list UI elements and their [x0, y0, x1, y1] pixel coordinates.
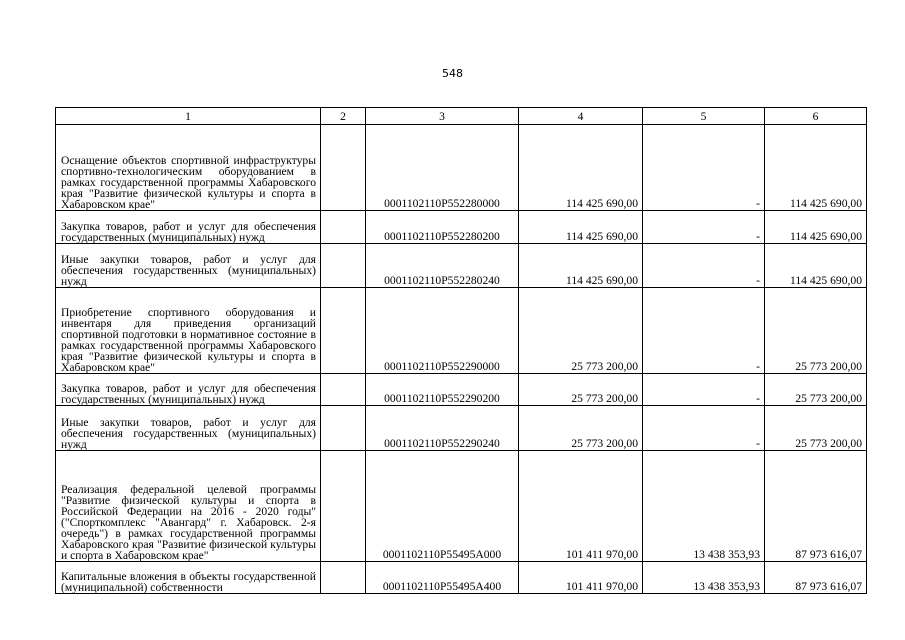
row-col2	[321, 406, 366, 451]
row-name: Закупка товаров, работ и услуг для обеспечения государственных (муниципальных) нужд	[56, 374, 321, 406]
row-col4: 25 773 200,00	[519, 374, 643, 406]
table-row	[56, 288, 867, 374]
table-row	[56, 211, 867, 244]
row-name: Иные закупки товаров, работ и услуг для обеспечения государственных (муниципальных) нужд	[56, 244, 321, 288]
row-col2	[321, 374, 366, 406]
row-col2	[321, 562, 366, 594]
table-row	[56, 406, 867, 451]
row-col2	[321, 211, 366, 244]
row-col4: 114 425 690,00	[519, 244, 643, 288]
row-col2	[321, 125, 366, 211]
row-col4: 114 425 690,00	[519, 211, 643, 244]
row-col4: 101 411 970,00	[519, 562, 643, 594]
row-code: 0001102110P552290000	[366, 288, 519, 374]
row-code: 0001102110P552290240	[366, 406, 519, 451]
table-row	[56, 244, 867, 288]
row-col5: -	[643, 211, 765, 244]
row-col5: -	[643, 244, 765, 288]
row-col2	[321, 244, 366, 288]
row-col5: 13 438 353,93	[643, 451, 765, 562]
row-col4: 114 425 690,00	[519, 125, 643, 211]
row-col6: 25 773 200,00	[765, 288, 867, 374]
row-col6: 87 973 616,07	[765, 451, 867, 562]
row-name: Капитальные вложения в объекты государственной (муниципальной) собственности	[56, 562, 321, 594]
row-code: 0001102110P552290200	[366, 374, 519, 406]
row-col5: -	[643, 125, 765, 211]
row-code: 0001102110P552280200	[366, 211, 519, 244]
row-name: Оснащение объектов спортивной инфраструктуры спортивно-технологическим оборудованием в рамках государственной программы Хабаровского края "Развитие физической культуры и спорта в Хабаровском крае"	[56, 125, 321, 211]
row-col5: -	[643, 288, 765, 374]
column-header-1: 1	[56, 108, 321, 125]
row-code: 0001102110P552280240	[366, 244, 519, 288]
row-col6: 25 773 200,00	[765, 406, 867, 451]
column-header-3: 3	[366, 108, 519, 125]
row-col4: 101 411 970,00	[519, 451, 643, 562]
column-header-2: 2	[321, 108, 366, 125]
row-name: Реализация федеральной целевой программы "Развитие физической культуры и спорта в Российской Федерации на 2016 - 2020 годы" ("Спорткомплекс "Авангард" г. Хабаровск. 2-я очередь") в рамках государственной программы Хабаровского края "Развитие физической культуры и спорта в Хабаровском крае"	[56, 451, 321, 562]
row-name: Иные закупки товаров, работ и услуг для обеспечения государственных (муниципальных) нужд	[56, 406, 321, 451]
row-col2	[321, 288, 366, 374]
column-header-6: 6	[765, 108, 867, 125]
page-number: 548	[442, 67, 463, 80]
row-code: 0001102110P55495A000	[366, 451, 519, 562]
row-col6: 87 973 616,07	[765, 562, 867, 594]
row-col2	[321, 451, 366, 562]
row-col5: -	[643, 406, 765, 451]
column-header-5: 5	[643, 108, 765, 125]
row-name: Закупка товаров, работ и услуг для обеспечения государственных (муниципальных) нужд	[56, 211, 321, 244]
row-col4: 25 773 200,00	[519, 406, 643, 451]
table-row	[56, 125, 867, 211]
row-col6: 25 773 200,00	[765, 374, 867, 406]
row-col6: 114 425 690,00	[765, 244, 867, 288]
row-code: 0001102110P55495A400	[366, 562, 519, 594]
row-col6: 114 425 690,00	[765, 125, 867, 211]
table-header-row	[56, 108, 867, 125]
row-col6: 114 425 690,00	[765, 211, 867, 244]
row-code: 0001102110P552280000	[366, 125, 519, 211]
table-row	[56, 374, 867, 406]
row-col5: 13 438 353,93	[643, 562, 765, 594]
row-name: Приобретение спортивного оборудования и инвентаря для приведения организаций спортивной подготовки в нормативное состояние в рамках государственной программы Хабаровского края "Развитие физической культуры и спорта в Хабаровском крае"	[56, 288, 321, 374]
table-row	[56, 562, 867, 594]
row-col4: 25 773 200,00	[519, 288, 643, 374]
column-header-4: 4	[519, 108, 643, 125]
budget-table	[55, 107, 867, 594]
table-row	[56, 451, 867, 562]
row-col5: -	[643, 374, 765, 406]
